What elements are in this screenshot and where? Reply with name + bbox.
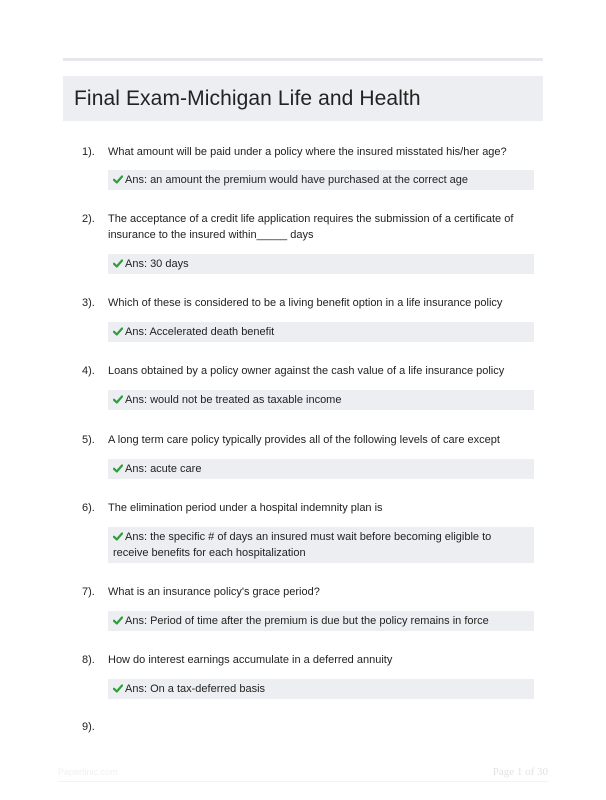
question-number: 8). <box>82 654 95 666</box>
answer-text: Ans: the specific # of days an insured must wait before becoming eligible to receive benefits for each hospitalization <box>113 531 492 559</box>
answer-box <box>108 254 534 274</box>
question-text: Loans obtained by a policy owner against the cash value of a life insurance policy <box>108 365 505 377</box>
footer-divider <box>58 781 548 782</box>
answer-text: Ans: would not be treated as taxable income <box>125 394 342 406</box>
check-icon <box>113 175 123 184</box>
question-number: 2). <box>82 213 95 225</box>
page-indicator: Page 1 of 30 <box>492 766 548 778</box>
answer-box <box>108 170 534 190</box>
check-icon <box>113 684 123 693</box>
question-number: 1). <box>82 146 95 158</box>
title-banner <box>63 76 543 121</box>
question-number: 7). <box>82 586 95 598</box>
question-text: Which of these is considered to be a living benefit option in a life insurance policy <box>108 297 503 309</box>
question-text: What amount will be paid under a policy where the insured misstated his/her age? <box>108 146 507 158</box>
check-icon <box>113 464 123 473</box>
question-text: The elimination period under a hospital indemnity plan is <box>108 502 383 514</box>
answer-box <box>108 459 534 479</box>
question-text: The acceptance of a credit life application requires the submission of a certificate of insurance to the insured within_____ days <box>108 213 514 241</box>
page-title: Final Exam-Michigan Life and Health <box>74 86 421 110</box>
footer-site-link[interactable]: Paperfinic.com <box>58 767 118 777</box>
question-text: A long term care policy typically provides all of the following levels of care except <box>108 434 500 446</box>
check-icon <box>113 616 123 625</box>
question-text: How do interest earnings accumulate in a deferred annuity <box>108 654 393 666</box>
question-number: 3). <box>82 297 95 309</box>
answer-text: Ans: Accelerated death benefit <box>125 326 275 338</box>
check-icon <box>113 395 123 404</box>
question-number: 4). <box>82 365 95 377</box>
question-number: 9). <box>82 721 95 733</box>
answer-text: Ans: acute care <box>125 463 202 475</box>
top-divider <box>63 58 543 61</box>
question-text: What is an insurance policy's grace period? <box>108 586 320 598</box>
question-number: 6). <box>82 502 95 514</box>
check-icon <box>113 532 123 541</box>
answer-box <box>108 322 534 342</box>
answer-box <box>108 611 534 631</box>
check-icon <box>113 327 123 336</box>
question-number: 5). <box>82 434 95 446</box>
answer-box <box>108 679 534 699</box>
answer-text: Ans: an amount the premium would have purchased at the correct age <box>125 174 469 186</box>
answer-text: Ans: 30 days <box>125 258 189 270</box>
answer-box <box>108 527 534 563</box>
answer-text: Ans: Period of time after the premium is due but the policy remains in force <box>125 615 489 627</box>
answer-text: Ans: On a tax-deferred basis <box>125 683 266 695</box>
answer-box <box>108 390 534 410</box>
check-icon <box>113 259 123 268</box>
